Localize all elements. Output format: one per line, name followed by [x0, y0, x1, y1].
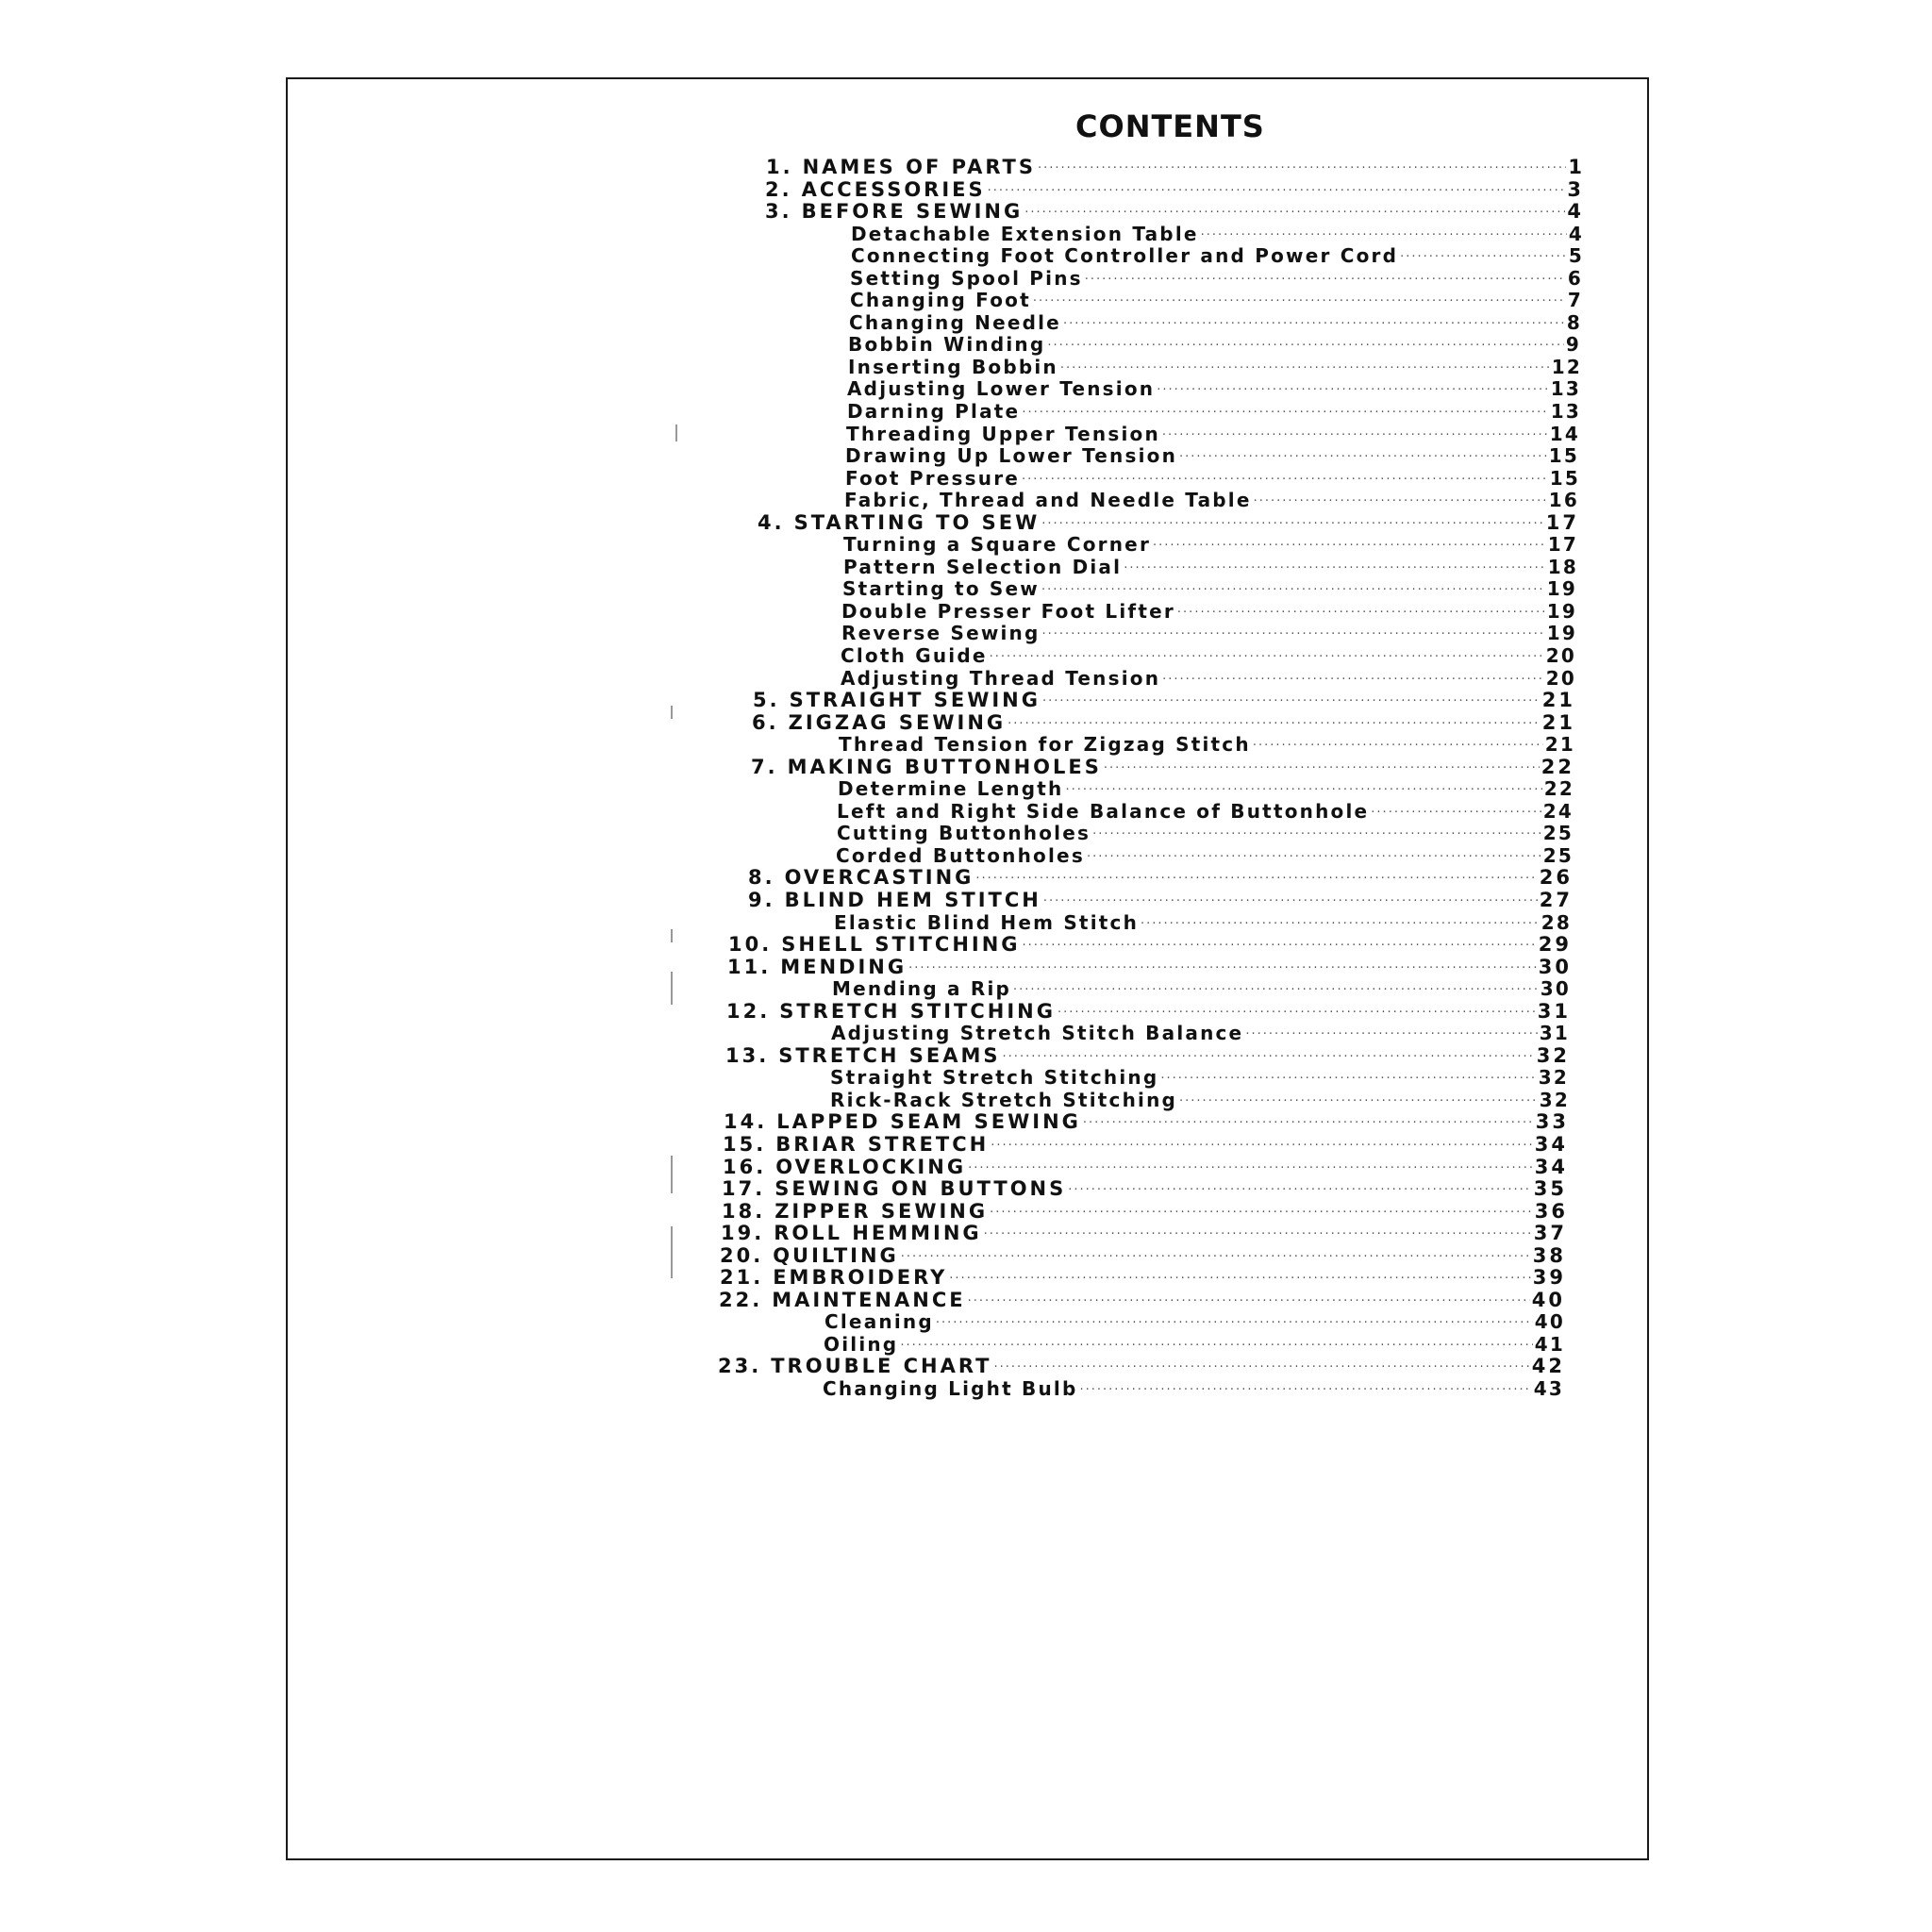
toc-subsection-title: Adjusting Lower Tension [847, 377, 1156, 400]
dot-leader [1038, 161, 1566, 178]
toc-page-number: 21 [1541, 689, 1575, 711]
dot-leader [1042, 694, 1541, 711]
toc-subsection-row [847, 379, 1581, 400]
dot-leader [1022, 406, 1548, 423]
dot-leader [1060, 361, 1550, 378]
toc-subsection-title: Connecting Foot Controller and Power Cord [851, 244, 1399, 267]
toc-section-row [718, 1357, 1565, 1377]
toc-subsection-row [851, 246, 1584, 267]
dot-leader [1043, 894, 1538, 911]
toc-subsection-title: Mending a Rip [832, 977, 1012, 1000]
toc-section-row [721, 1224, 1567, 1244]
toc-subsection-title: Bobbin Winding [848, 333, 1046, 356]
toc-page-number: 32 [1539, 1089, 1570, 1111]
toc-section-row [765, 180, 1584, 201]
toc-section-title: SEWING ON BUTTONS [774, 1177, 1067, 1200]
toc-section-number: 19. [721, 1222, 765, 1244]
toc-subsection-title: Left and Right Side Balance of Buttonhole [837, 800, 1370, 823]
toc-section-number: 4. [758, 511, 785, 534]
toc-page-number: 41 [1534, 1333, 1565, 1356]
dot-leader [1065, 783, 1541, 800]
toc-page-number: 34 [1534, 1133, 1568, 1156]
dot-leader [990, 650, 1544, 667]
toc-page-number: 36 [1534, 1200, 1568, 1223]
toc-page-number: 27 [1539, 889, 1573, 911]
toc-subsection-row [850, 291, 1583, 311]
toc-page-number: 15 [1548, 444, 1579, 467]
toc-page-number: 4 [1567, 200, 1584, 223]
toc-section-number: 10. [728, 933, 773, 956]
toc-subsection-title: Threading Upper Tension [846, 423, 1160, 445]
dot-leader [1141, 917, 1540, 934]
dot-leader [1042, 627, 1545, 644]
toc-section-number: 1. [766, 156, 793, 178]
scan-mark [671, 706, 673, 719]
toc-section-title: QUILTING [773, 1244, 899, 1267]
toc-page-number: 5 [1568, 244, 1584, 267]
toc-subsection-row [848, 335, 1581, 356]
toc-section-title: STRAIGHT SEWING [789, 689, 1041, 711]
toc-subsection-row [832, 979, 1571, 1000]
toc-subsection-row [849, 313, 1582, 334]
toc-page-number: 29 [1538, 933, 1572, 956]
toc-subsection-title: Darning Plate [847, 400, 1021, 423]
dot-leader [1083, 1116, 1534, 1133]
toc-section-title: STRETCH STITCHING [779, 1000, 1056, 1023]
dot-leader [1047, 339, 1564, 356]
toc-section-row [765, 202, 1584, 223]
toc-subsection-row [843, 558, 1578, 578]
dot-leader [1400, 250, 1567, 267]
toc-section-title: STRETCH SEAMS [778, 1044, 1001, 1067]
toc-section-number: 7. [751, 756, 778, 778]
toc-subsection-title: Changing Needle [849, 311, 1061, 334]
toc-section-row [753, 691, 1575, 711]
dot-leader [991, 1139, 1533, 1156]
dot-leader [1371, 806, 1541, 823]
toc-subsection-row [842, 579, 1577, 600]
dot-leader [1253, 739, 1543, 756]
scan-mark [671, 1226, 673, 1278]
dot-leader [968, 1294, 1530, 1311]
toc-subsection-title: Cloth Guide [841, 644, 988, 667]
toc-section-number: 11. [727, 956, 772, 978]
toc-section-number: 18. [722, 1200, 766, 1223]
dot-leader [1087, 850, 1541, 867]
toc-subsection-title: Changing Light Bulb [823, 1377, 1078, 1400]
dot-leader [984, 1227, 1532, 1244]
toc-section-number: 3. [765, 200, 792, 223]
toc-subsection-title: Turning a Square Corner [843, 533, 1152, 556]
dot-leader [1179, 1094, 1538, 1111]
page-title: CONTENTS [1075, 108, 1265, 144]
toc-section-number: 13. [725, 1044, 770, 1067]
dot-leader [1162, 673, 1544, 690]
toc-subsection-row [837, 802, 1574, 823]
toc-subsection-row [845, 469, 1580, 490]
toc-section-number: 20. [720, 1244, 764, 1267]
toc-section-number: 5. [753, 689, 780, 711]
toc-subsection-row [841, 669, 1576, 690]
toc-section-title: LAPPED SEAM SEWING [776, 1110, 1081, 1133]
toc-section-row [727, 958, 1572, 978]
toc-page-number: 26 [1539, 866, 1573, 889]
toc-subsection-row [848, 358, 1582, 378]
toc-section-row [723, 1158, 1568, 1178]
toc-subsection-title: Elastic Blind Hem Stitch [834, 911, 1140, 934]
toc-subsection-row [830, 1091, 1570, 1111]
toc-page-number: 39 [1532, 1266, 1566, 1289]
dot-leader [1160, 1072, 1536, 1089]
dot-leader [1092, 827, 1541, 844]
toc-subsection-title: Oiling [824, 1333, 899, 1356]
toc-page-number: 13 [1550, 377, 1581, 400]
toc-subsection-title: Adjusting Thread Tension [841, 667, 1161, 690]
toc-section-title: ZIPPER SEWING [774, 1200, 989, 1223]
toc-subsection-row [851, 225, 1584, 245]
toc-subsection-title: Double Presser Foot Lifter [841, 600, 1175, 623]
toc-subsection-title: Straight Stretch Stitching [830, 1066, 1159, 1089]
toc-section-number: 23. [718, 1355, 762, 1377]
toc-page-number: 43 [1533, 1377, 1564, 1400]
toc-section-number: 21. [720, 1266, 764, 1289]
toc-subsection-row [831, 1024, 1570, 1044]
toc-subsection-row [837, 824, 1574, 844]
dot-leader [968, 1161, 1533, 1178]
toc-subsection-row [838, 779, 1574, 800]
toc-subsection-row [839, 735, 1575, 756]
toc-section-row [723, 1135, 1568, 1156]
dot-leader [990, 1206, 1533, 1223]
toc-section-number: 6. [752, 711, 779, 734]
toc-subsection-title: Adjusting Stretch Stitch Balance [831, 1022, 1244, 1044]
toc-section-title: EMBROIDERY [773, 1266, 948, 1289]
toc-page-number: 14 [1549, 423, 1580, 445]
toc-section-title: TROUBLE CHART [771, 1355, 992, 1377]
toc-subsection-row [830, 1068, 1569, 1089]
toc-subsection-title: Rick-Rack Stretch Stitching [830, 1089, 1178, 1111]
toc-page-number: 19 [1546, 622, 1577, 644]
dot-leader [1023, 939, 1537, 956]
toc-page-number: 13 [1550, 400, 1581, 423]
toc-subsection-title: Setting Spool Pins [850, 267, 1083, 290]
toc-section-title: ACCESSORIES [801, 178, 986, 201]
dot-leader [901, 1250, 1531, 1267]
dot-leader [1013, 983, 1539, 1000]
toc-page-number: 34 [1534, 1156, 1568, 1178]
toc-section-row [726, 1002, 1571, 1023]
dot-leader [949, 1272, 1530, 1289]
toc-page-number: 12 [1551, 356, 1582, 378]
toc-subsection-row [844, 491, 1579, 511]
toc-page-number: 19 [1546, 577, 1577, 600]
toc-section-title: STARTING TO SEW [793, 511, 1041, 534]
toc-page-number: 32 [1538, 1066, 1569, 1089]
toc-section-title: BRIAR STRETCH [775, 1133, 990, 1156]
toc-page-number: 6 [1567, 267, 1583, 290]
toc-subsection-row [850, 269, 1583, 290]
toc-subsection-row [841, 602, 1577, 623]
dot-leader [993, 1360, 1529, 1377]
toc-page-number: 7 [1567, 289, 1583, 311]
toc-section-number: 12. [726, 1000, 771, 1023]
scan-mark [675, 425, 677, 441]
toc-page-number: 33 [1535, 1110, 1569, 1133]
dot-leader [1024, 206, 1565, 223]
dot-leader [1124, 561, 1546, 578]
scan-mark [671, 1156, 673, 1193]
dot-leader [1179, 450, 1547, 467]
scan-mark [671, 929, 673, 942]
toc-section-row [722, 1202, 1568, 1223]
toc-section-title: MENDING [780, 956, 908, 978]
dot-leader [936, 1316, 1533, 1333]
toc-page-number: 40 [1534, 1310, 1565, 1333]
toc-page-number: 25 [1542, 844, 1574, 867]
toc-section-row [748, 868, 1573, 889]
toc-subsection-title: Thread Tension for Zigzag Stitch [839, 733, 1251, 756]
toc-section-row [719, 1291, 1565, 1311]
toc-page-number: 32 [1536, 1044, 1570, 1067]
scan-mark [671, 972, 673, 1005]
toc-section-number: 16. [723, 1156, 767, 1178]
dot-leader [1162, 428, 1548, 445]
toc-subsection-title: Reverse Sewing [841, 622, 1041, 644]
toc-page-number: 30 [1540, 977, 1571, 1000]
toc-subsection-row [847, 402, 1581, 423]
dot-leader [908, 961, 1537, 978]
toc-page-number: 18 [1547, 556, 1578, 578]
toc-page-number: 15 [1549, 467, 1580, 490]
toc-section-row [720, 1268, 1566, 1289]
toc-section-title: BLIND HEM STITCH [784, 889, 1041, 911]
toc-subsection-row [845, 446, 1579, 467]
toc-page-number: 17 [1545, 511, 1579, 534]
toc-section-row [752, 713, 1575, 734]
toc-section-row [728, 935, 1572, 956]
toc-section-row [724, 1112, 1569, 1133]
dot-leader [1177, 606, 1545, 623]
toc-page-number: 31 [1537, 1000, 1571, 1023]
toc-page-number: 22 [1543, 777, 1574, 800]
toc-subsection-row [843, 535, 1578, 556]
toc-section-number: 22. [719, 1289, 763, 1311]
toc-section-row [722, 1179, 1567, 1200]
toc-section-row [751, 758, 1574, 778]
dot-leader [1058, 1006, 1536, 1023]
toc-subsection-row [824, 1312, 1565, 1333]
toc-page-number: 20 [1545, 644, 1576, 667]
dot-leader [1033, 294, 1566, 311]
dot-leader [1063, 317, 1565, 334]
toc-page-number: 35 [1533, 1177, 1567, 1200]
toc-page-number: 8 [1566, 311, 1582, 334]
toc-subsection-title: Determine Length [838, 777, 1064, 800]
dot-leader [1022, 473, 1548, 490]
toc-page-number: 3 [1567, 178, 1584, 201]
toc-section-row [720, 1246, 1566, 1267]
dot-leader [1068, 1183, 1532, 1200]
toc-subsection-row [834, 913, 1572, 934]
toc-subsection-title: Pattern Selection Dial [843, 556, 1123, 578]
dot-leader [1041, 583, 1545, 600]
toc-section-row [748, 891, 1573, 911]
toc-subsection-title: Corded Buttonholes [836, 844, 1085, 867]
toc-page-number: 22 [1541, 756, 1574, 778]
dot-leader [1201, 228, 1567, 245]
toc-section-title: OVERLOCKING [775, 1156, 967, 1178]
dot-leader [1104, 761, 1540, 778]
toc-page-number: 28 [1541, 911, 1572, 934]
toc-subsection-title: Cutting Buttonholes [837, 822, 1091, 844]
toc-page-number: 20 [1545, 667, 1576, 690]
toc-page-number: 24 [1542, 800, 1574, 823]
toc-subsection-title: Inserting Bobbin [848, 356, 1058, 378]
toc-subsection-row [846, 425, 1580, 445]
toc-page-number: 17 [1547, 533, 1578, 556]
toc-page-number: 42 [1531, 1355, 1565, 1377]
toc-page-number: 4 [1568, 223, 1584, 245]
toc-page-number: 25 [1542, 822, 1574, 844]
toc-subsection-title: Changing Foot [850, 289, 1031, 311]
toc-page-number: 31 [1539, 1022, 1570, 1044]
toc-subsection-row [841, 624, 1577, 644]
toc-section-title: ROLL HEMMING [774, 1222, 982, 1244]
toc-subsection-title: Starting to Sew [842, 577, 1040, 600]
toc-subsection-title: Detachable Extension Table [851, 223, 1199, 245]
toc-page-number: 21 [1544, 733, 1575, 756]
dot-leader [1085, 273, 1566, 290]
toc-page-number: 40 [1531, 1289, 1565, 1311]
dot-leader [1245, 1027, 1537, 1044]
toc-section-row [725, 1046, 1570, 1067]
toc-subsection-title: Drawing Up Lower Tension [845, 444, 1178, 467]
toc-section-title: NAMES OF PARTS [802, 156, 1036, 178]
toc-page-number: 19 [1546, 600, 1577, 623]
toc-section-row [766, 158, 1585, 178]
toc-page-number: 9 [1565, 333, 1581, 356]
dot-leader [1157, 383, 1549, 400]
toc-section-row [758, 513, 1579, 534]
dot-leader [1008, 717, 1541, 734]
toc-subsection-title: Cleaning [824, 1310, 934, 1333]
dot-leader [1254, 494, 1547, 511]
dot-leader [1079, 1383, 1531, 1400]
toc-section-title: MAKING BUTTONHOLES [787, 756, 1102, 778]
toc-section-title: BEFORE SEWING [801, 200, 1024, 223]
toc-section-title: ZIGZAG SEWING [788, 711, 1007, 734]
dot-leader [975, 872, 1537, 889]
dot-leader [988, 184, 1566, 201]
dot-leader [900, 1339, 1532, 1356]
toc-section-number: 9. [748, 889, 775, 911]
toc-section-title: OVERCASTING [784, 866, 974, 889]
toc-section-number: 8. [748, 866, 775, 889]
dot-leader [1153, 539, 1546, 556]
toc-section-number: 14. [724, 1110, 768, 1133]
toc-subsection-title: Fabric, Thread and Needle Table [844, 489, 1252, 511]
dot-leader [1003, 1050, 1535, 1067]
toc-subsection-row [824, 1335, 1565, 1356]
dot-leader [1041, 517, 1543, 534]
toc-page-number: 1 [1568, 156, 1585, 178]
toc-subsection-title: Foot Pressure [845, 467, 1021, 490]
toc-page-number: 30 [1538, 956, 1572, 978]
toc-subsection-row [841, 646, 1576, 667]
toc-section-number: 2. [765, 178, 792, 201]
toc-page-number: 38 [1532, 1244, 1566, 1267]
toc-section-title: MAINTENANCE [772, 1289, 966, 1311]
toc-page-number: 37 [1533, 1222, 1567, 1244]
toc-section-number: 17. [722, 1177, 766, 1200]
toc-section-number: 15. [723, 1133, 767, 1156]
toc-section-title: SHELL STITCHING [781, 933, 1021, 956]
toc-subsection-row [836, 846, 1574, 867]
toc-subsection-row [823, 1379, 1564, 1400]
toc-page-number: 21 [1541, 711, 1575, 734]
toc-page-number: 16 [1548, 489, 1579, 511]
